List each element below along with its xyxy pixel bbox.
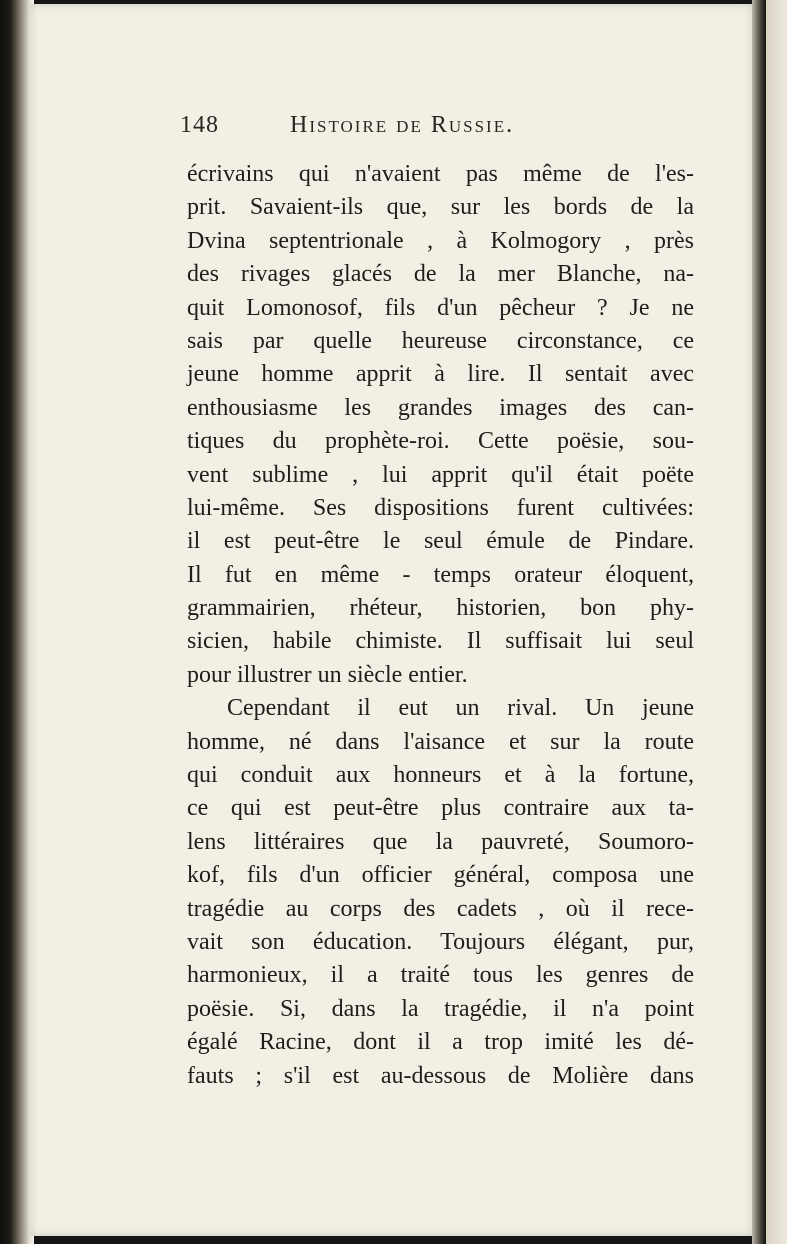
text-line: ce qui est peut-être plus contraire aux ta- xyxy=(187,795,694,822)
text-line: poësie. Si, dans la tragédie, il n'a point xyxy=(187,995,694,1022)
text-line: vait son éducation. Toujours élégant, pur, xyxy=(187,928,694,955)
text-line: écrivains qui n'avaient pas même de l'es- xyxy=(187,161,694,187)
text-line: prit. Savaient-ils que, sur les bords de la xyxy=(187,194,694,221)
text-line: tragédie au corps des cadets , où il rece- xyxy=(187,895,694,922)
text-line: quit Lomonosof, fils d'un pêcheur ? Je ne xyxy=(187,294,694,321)
text-line: fauts ; s'il est au-dessous de Molière dans xyxy=(187,1062,694,1089)
text-line: lui-même. Ses dispositions furent cultivées: xyxy=(187,494,694,521)
text-line: sicien, habile chimiste. Il suffisait lui seul xyxy=(187,628,694,655)
text-line: grammairien, rhéteur, historien, bon phy- xyxy=(187,595,694,622)
text-line: kof, fils d'un officier général, composa une xyxy=(187,862,694,889)
text-line: lens littéraires que la pauvreté, Soumoro- xyxy=(187,828,694,855)
text-line: harmonieux, il a traité tous les genres de xyxy=(187,962,694,989)
paragraph-start-line: Cependant il eut un rival. Un jeune xyxy=(227,695,694,722)
text-line: des rivages glacés de la mer Blanche, na- xyxy=(187,261,694,288)
text-line: égalé Racine, dont il a trop imité les dé- xyxy=(187,1029,694,1056)
text-line: homme, né dans l'aisance et sur la route xyxy=(187,728,694,755)
running-title: Histoire de Russie. xyxy=(290,112,515,138)
text-line: jeune homme apprit à lire. Il sentait avec xyxy=(187,361,694,388)
text-line: qui conduit aux honneurs et à la fortune, xyxy=(187,762,694,789)
body-text xyxy=(187,158,694,1093)
text-line: il est peut-être le seul émule de Pindare. xyxy=(187,528,694,555)
page-header xyxy=(180,112,570,152)
book-spine-shadow xyxy=(0,0,34,1244)
text-line: enthousiasme les grandes images des can- xyxy=(187,394,694,421)
text-line: tiques du prophète-roi. Cette poësie, sou- xyxy=(187,428,694,455)
text-line: Dvina septentrionale , à Kolmogory , près xyxy=(187,227,694,254)
text-line: sais par quelle heureuse circonstance, ce xyxy=(187,327,694,354)
text-line: vent sublime , lui apprit qu'il était poëte xyxy=(187,461,694,488)
page-number: 148 xyxy=(180,112,219,138)
text-line: Il fut en même - temps orateur éloquent, xyxy=(187,561,694,588)
text-line: pour illustrer un siècle entier. xyxy=(187,661,468,688)
facing-page-edge xyxy=(766,0,787,1244)
page-gutter xyxy=(752,0,766,1244)
